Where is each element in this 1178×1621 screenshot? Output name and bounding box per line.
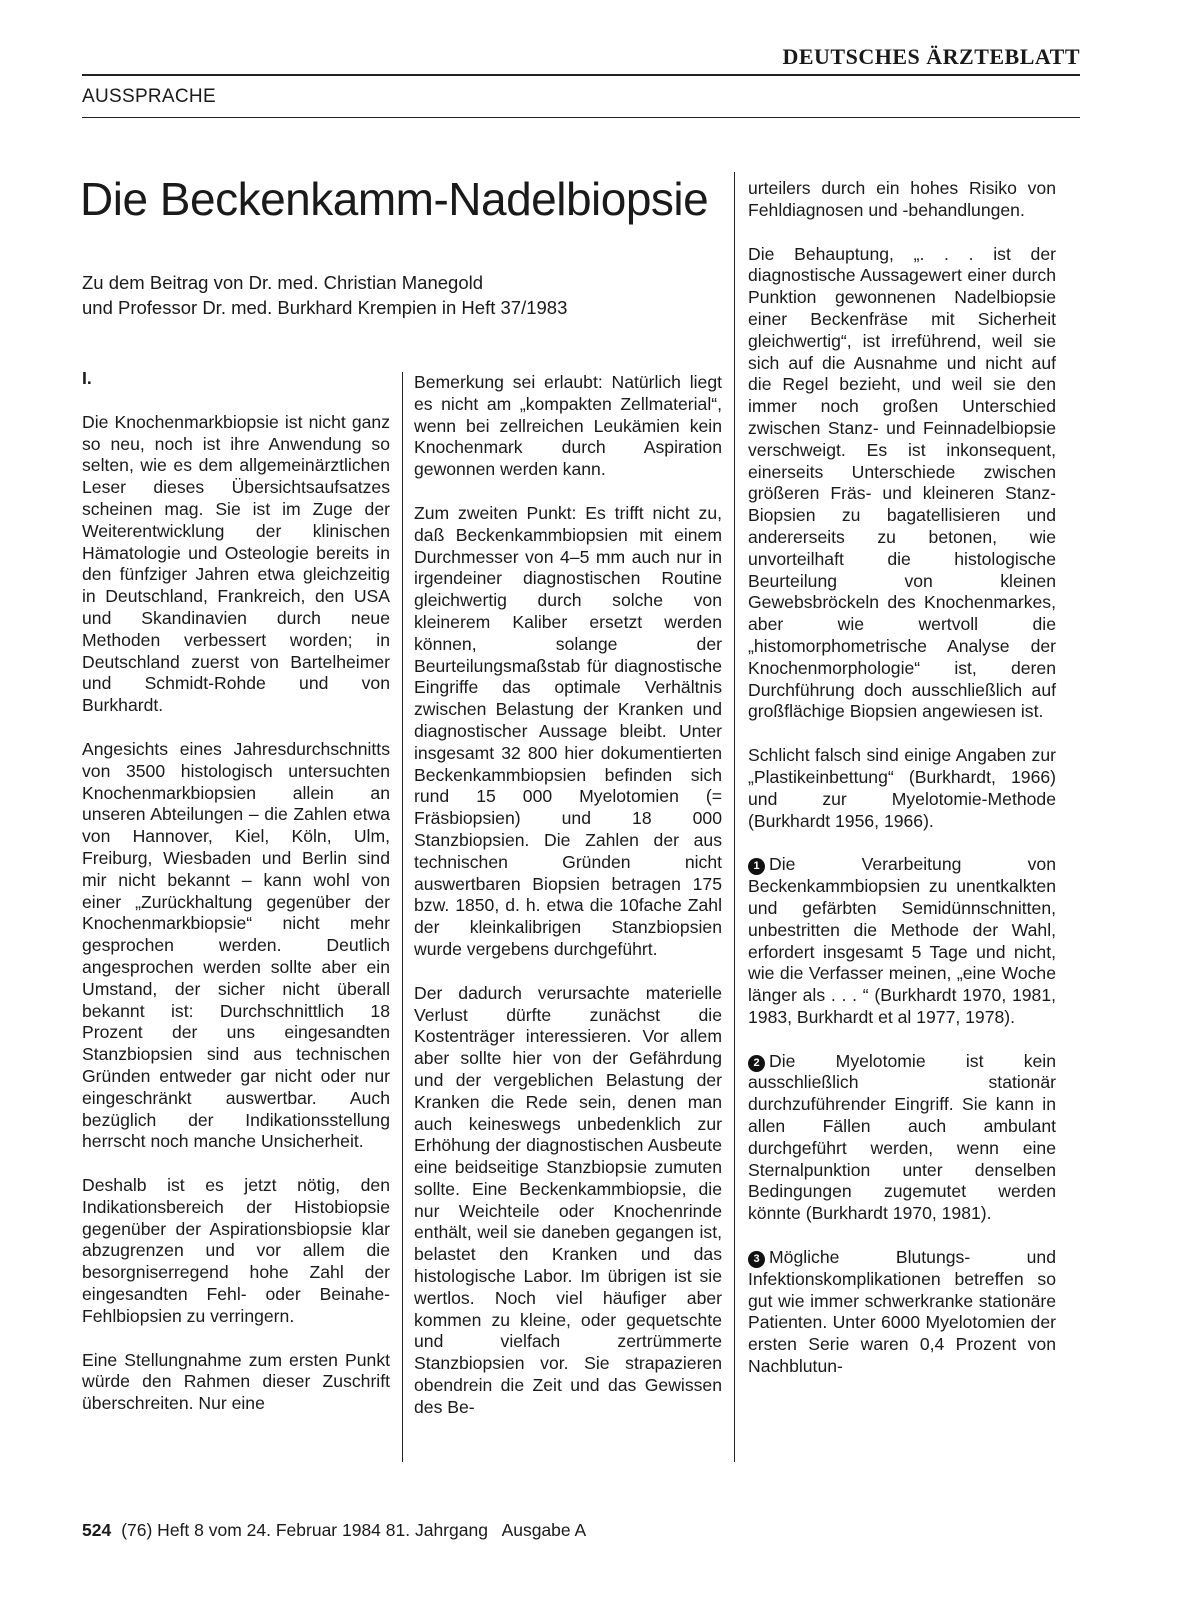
section-rule [82, 117, 1080, 118]
numbered-item [748, 854, 1056, 1028]
paragraph: Angesichts eines Jahresdurchschnitts von 3500 histologisch untersuchten Knochenmarkbiopsien allein an unseren Abteilungen – die Zahlen etwa von Hannover, Kiel, Köln, Ulm, Freiburg, Wiesbaden und Berlin sind mir nicht bekannt – kann wohl von einer „Zurückhaltung gegenüber der Knochenmarkbiopsie“ nicht mehr gesprochen werden. Deutlich angesprochen werden sollte aber ein Umstand, der sicher nicht überall bekannt ist: Durchschnittlich 18 Prozent der uns eingesandten Stanzbiopsien sind aus technischen Gründen entweder gar nicht oder nur eingeschränkt auswertbar. Auch bezüglich der Indikationsstellung herrscht noch manche Unsicherheit. [82, 738, 390, 1152]
section-heading: I. [82, 368, 92, 388]
column-3 [748, 178, 1056, 1400]
column-rule-middle [402, 372, 403, 1462]
numbered-item [748, 1247, 1056, 1378]
page-number: 524 [82, 1520, 112, 1540]
number-2-icon: 2 [748, 1055, 765, 1072]
column-2 [414, 372, 722, 1441]
masthead: DEUTSCHES ÄRZTEBLATT [782, 44, 1080, 69]
paragraph: Der dadurch verursachte materielle Verlust dürfte zunächst die Kostenträger interessieren. Vor allem aber sollte hier von der Gefährdung und der vergeblichen Belastung der Kranken die Rede sein, denen man auch keineswegs unbedenklich zur Erhöhung der diagnostischen Ausbeute eine beidseitige Stanzbiopsie zumuten sollte. Eine Beckenkammbiopsie, die nur Weichteile oder Knochenrinde enthält, weil sie daneben gegangen ist, belastet den Kranken und das histologische Labor. Im übrigen ist sie wertlos. Noch viel häufiger aber kommen zu kleine, oder gequetschte und vielfach zertrümmerte Stanzbiopsien vor. Sie strapazieren obendrein die Zeit und das Gewissen des Be- [414, 982, 722, 1417]
issue-details: (76) Heft 8 vom 24. Februar 1984 81. Jahrgang Ausgabe A [121, 1520, 587, 1540]
item-text: Die Myelotomie ist kein ausschließlich stationär durchzuführender Eingriff. Sie kann in allen Fällen auch ambulant durchgeführt werden, wenn eine Sternalpunktion unter denselben Bedingungen zugemutet werden könnte (Burkhardt 1970, 1981). [748, 1050, 1056, 1224]
paragraph: Deshalb ist es jetzt nötig, den Indikationsbereich der Histobiopsie gegenüber der Aspirationsbiopsie klar abzugrenzen und vor allem die besorgniserregend hohe Zahl der eingesandten Fehl- oder Beinahe-Fehlbiopsien zu verringern. [82, 1175, 390, 1326]
column-1 [82, 368, 390, 1437]
paragraph: Die Knochenmarkbiopsie ist nicht ganz so neu, noch ist ihre Anwendung so selten, wie es dem allgemeinärztlichen Leser dieses Übersichtsaufsatzes scheinen mag. Sie ist im Zuge der Weiterentwicklung der klinischen Hämatologie und Osteologie bereits in den fünfziger Jahren etwa gleichzeitig in Deutschland, Frankreich, den USA und Skandinavien durch neue Methoden verbessert worden; in Deutschland zuerst von Bartelheimer und Schmidt-Rohde und von Burkhardt. [82, 411, 390, 716]
number-1-icon: 1 [748, 858, 765, 875]
numbered-item [748, 1051, 1056, 1225]
paragraph: urteilers durch ein hohes Risiko von Fehldiagnosen und -behandlungen. [748, 178, 1056, 220]
paragraph: Schlicht falsch sind einige Angaben zur „Plastikeinbettung“ (Burkhardt, 1966) und zur Myelotomie-Methode (Burkhardt 1956, 1966). [748, 745, 1056, 831]
section-label: AUSSPRACHE [82, 86, 216, 107]
number-3-icon: 3 [748, 1251, 765, 1268]
paragraph: Eine Stellungnahme zum ersten Punkt würde den Rahmen dieser Zuschrift überschreiten. Nur eine [82, 1349, 390, 1414]
article-title: Die Beckenkamm-Nadelbiopsie [80, 173, 709, 225]
paragraph: Zum zweiten Punkt: Es trifft nicht zu, daß Beckenkammbiopsien mit einem Durchmesser von 4–5 mm auch nur in irgendeiner diagnostischen Routine gleichwertig durch solche von kleinerem Kaliber ersetzt werden können, solange der Beurteilungsmaßstab für diagnostische Eingriffe das optimale Verhältnis zwischen Belastung der Kranken und diagnostischer Aussage bleibt. Unter insgesamt 32 800 hier dokumentierten Beckenkammbiopsien befinden sich rund 15 000 Myelotomien (= Fräsbiopsien) und 18 000 Stanzbiopsien. Die Zahlen der aus technischen Gründen nicht auswertbaren Biopsien betragen 175 bzw. 1850, d. h. etwa die 10fache Zahl der kleinkalibrigen Stanzbiopsien wurde vergebens durchgeführt. [414, 502, 722, 959]
paragraph: Die Behauptung, „. . . ist der diagnostische Aussagewert einer durch Punktion gewonnenen Nadelbiopsie einer Beckenfräse mit Sicherheit gleichwertig“, ist irreführend, weil sie sich auf die Ausnahme und nicht auf die Regel bezieht, und weil sie den immer noch großen Unterschied zwischen Stanz- und Feinnadelbiopsie verschweigt. Es ist inkonsequent, einerseits Unterschiede zwischen größeren Fräs- und kleineren Stanz-Biopsien zu bagatellisieren und andererseits zu betonen, wie unvorteilhaft die histologische Beurteilung von kleinen Gewebsbröckeln des Knochenmarkes, aber wie wertvoll die „histomorphometrische Analyse der Knochenmorphologie“ ist, deren Durchführung doch ausschließlich auf großflächige Biopsien angewiesen ist. [748, 243, 1056, 722]
item-text: Mögliche Blutungs- und Infektionskomplikationen betreffen so gut wie immer schwerkranke stationäre Patienten. Unter 6000 Myelotomien der ersten Serie waren 0,4 Prozent von Nachblutun- [748, 1247, 1056, 1377]
article-subtitle: Zu dem Beitrag von Dr. med. Christian Manegold und Professor Dr. med. Burkhard Krempien in Heft 37/1983 [82, 272, 568, 318]
page-footer [82, 1520, 586, 1541]
masthead-rule [82, 74, 1080, 76]
column-rule-left [734, 172, 735, 1462]
item-text: Die Verarbeitung von Beckenkammbiopsien zu unentkalkten und gefärbten Semidünnschnitten, unbestritten die Methode der Wahl, erfordert insgesamt 5 Tage und nicht, wie die Verfasser meinen, „eine Woche länger als . . . “ (Burkhardt 1970, 1981, 1983, Burkhardt et al 1977, 1978). [748, 854, 1056, 1027]
paragraph: Bemerkung sei erlaubt: Natürlich liegt es nicht am „kompakten Zellmaterial“, wenn bei zellreichen Leukämien kein Knochenmark durch Aspiration gewonnen werden kann. [414, 372, 722, 480]
